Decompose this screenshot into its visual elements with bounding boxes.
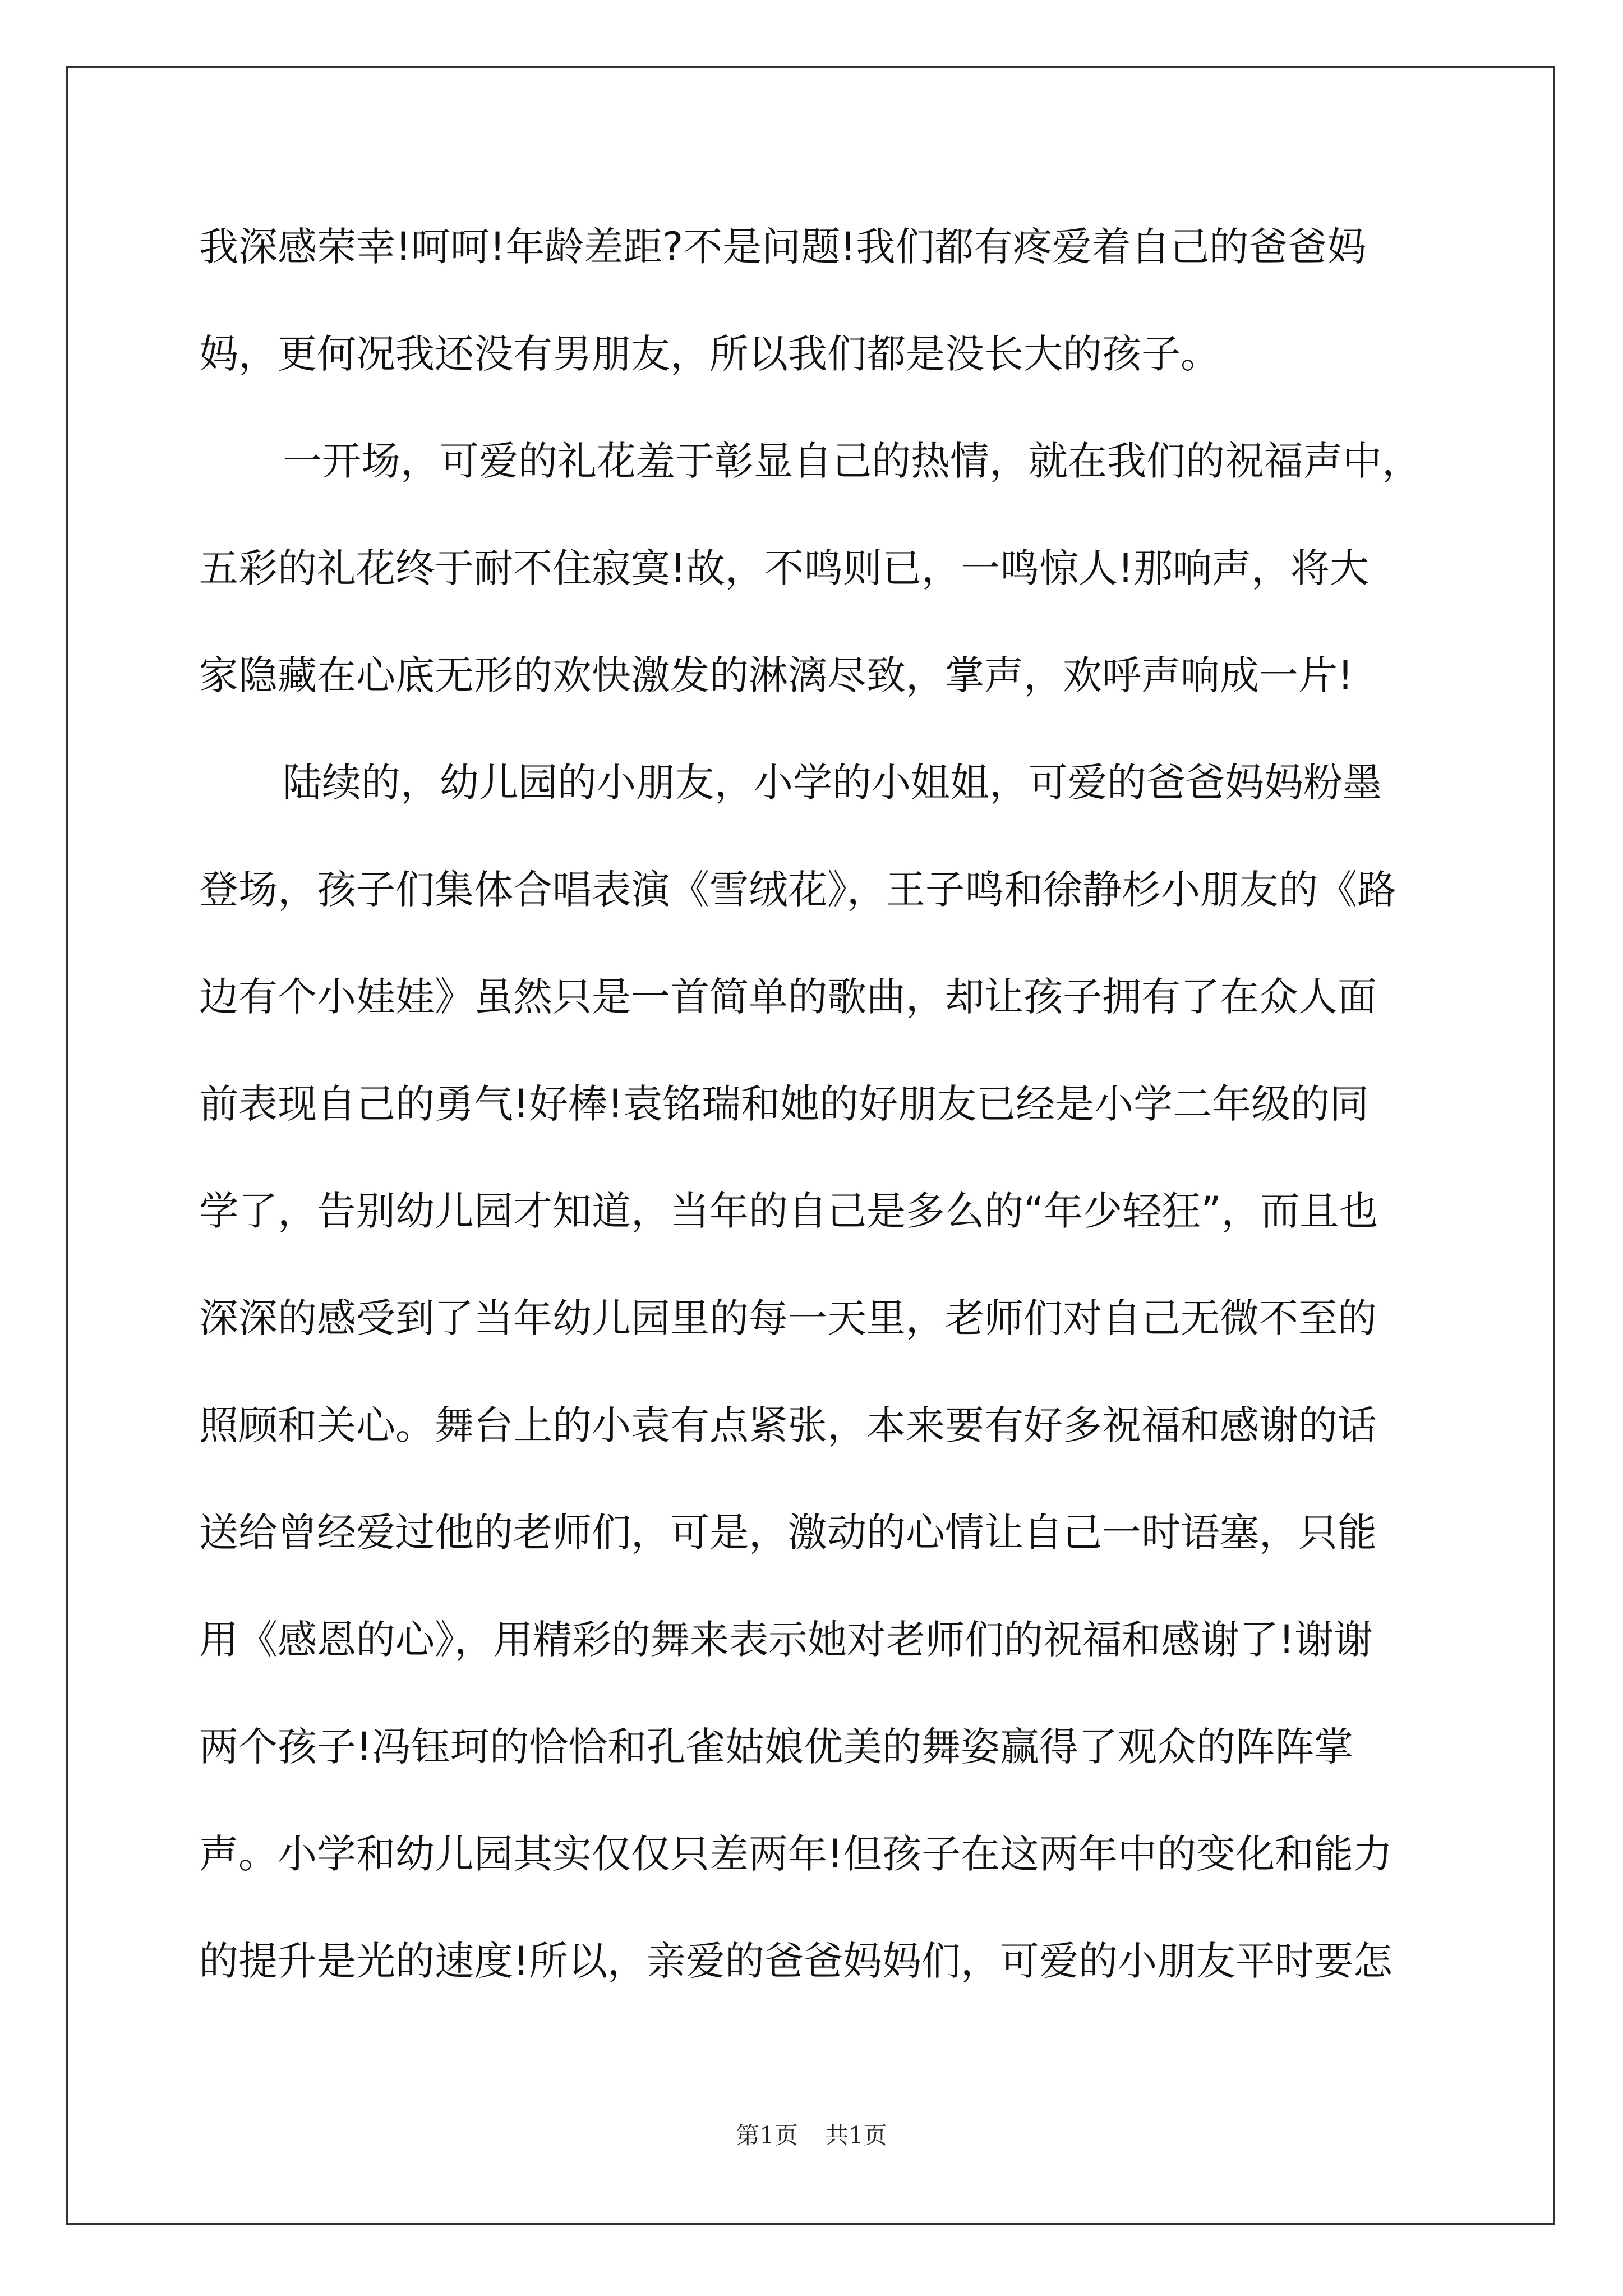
- text-line: 陆续的，幼儿园的小朋友，小学的小姐姐，可爱的爸爸妈妈粉墨: [283, 760, 1382, 806]
- text-line: 一开场，可爱的礼花羞于彰显自己的热情，就在我们的祝福声中，: [283, 438, 1421, 484]
- text-line: 登场，孩子们集体合唱表演《雪绒花》，王子鸣和徐静杉小朋友的《路: [199, 867, 1396, 913]
- text-line: 边有个小娃娃》虽然只是一首简单的歌曲，却让孩子拥有了在众人面: [199, 974, 1377, 1020]
- text-line: 五彩的礼花终于耐不住寂寞!故，不鸣则已，一鸣惊人!那响声，将大: [199, 545, 1370, 591]
- text-line: 声。小学和幼儿园其实仅仅只差两年!但孩子在这两年中的变化和能力: [199, 1831, 1393, 1877]
- page-frame: [66, 66, 1555, 2225]
- page-total: 共1页: [825, 2122, 887, 2149]
- text-line: 用《感恩的心》，用精彩的舞来表示她对老师们的祝福和感谢了!谢谢: [199, 1617, 1373, 1663]
- text-line: 的提升是光的速度!所以，亲爱的爸爸妈妈们，可爱的小朋友平时要怎: [199, 1938, 1393, 1984]
- page-footer: [0, 2124, 1623, 2147]
- text-line: 学了，告别幼儿园才知道，当年的自己是多么的“年少轻狂”，而且也: [199, 1188, 1378, 1234]
- text-line: 前表现自己的勇气!好棒!袁铭瑞和她的好朋友已经是小学二年级的同: [199, 1081, 1370, 1127]
- text-line: 我深感荣幸!呵呵!年龄差距?不是问题!我们都有疼爱着自己的爸爸妈: [199, 224, 1367, 270]
- text-line: 妈，更何况我还没有男朋友，所以我们都是没长大的孩子。: [199, 331, 1220, 377]
- text-line: 两个孩子!冯钰珂的恰恰和孔雀姑娘优美的舞姿赢得了观众的阵阵掌: [199, 1724, 1354, 1770]
- text-line: 送给曾经爱过他的老师们，可是，激动的心情让自己一时语塞，只能: [199, 1510, 1377, 1556]
- text-line: 深深的感受到了当年幼儿园里的每一天里，老师们对自己无微不至的: [199, 1295, 1377, 1341]
- page-number: 第1页: [736, 2122, 798, 2149]
- text-line: 照顾和关心。舞台上的小袁有点紧张，本来要有好多祝福和感谢的话: [199, 1402, 1377, 1448]
- text-line: 家隐藏在心底无形的欢快激发的淋漓尽致，掌声，欢呼声响成一片!: [199, 652, 1354, 698]
